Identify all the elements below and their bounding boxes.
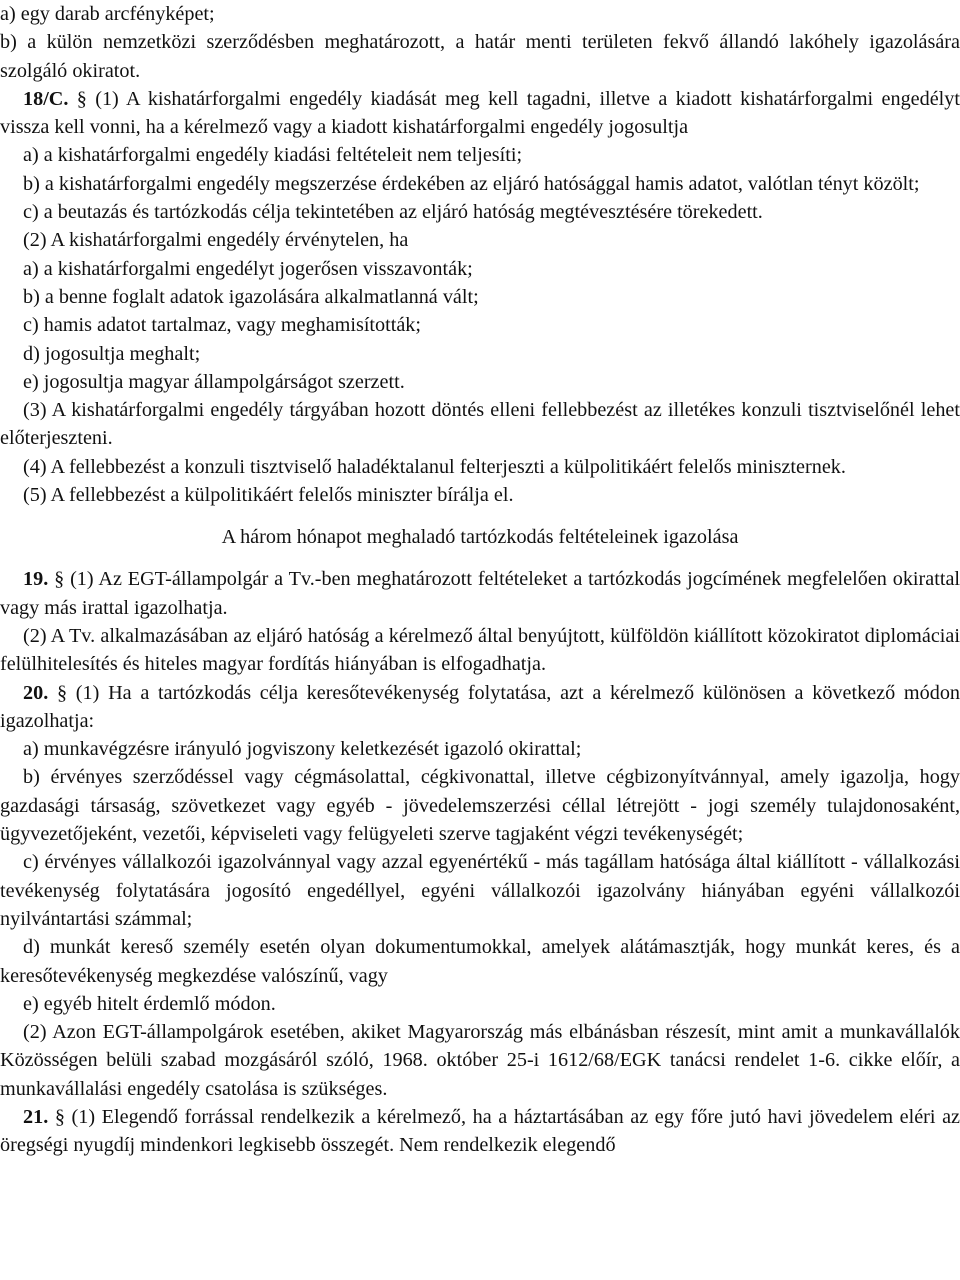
section-symbol: § xyxy=(56,681,68,704)
section-number: 21. xyxy=(23,1105,49,1128)
list-item-20c: c) érvényes vállalkozói igazolvánnyal vagy azzal egyenértékű - más tagállam hatósága által kiállított - vállalkozási tevékenység folytatására jogosító engedéllyel, egyéni vállalkozói igazolvány hiányában egyéni vállalkozói nyilvántartási számmal; xyxy=(0,851,960,930)
section-18c-para-4: (4) A fellebbezést a konzuli tisztviselő haladéktalanul felterjeszti a külpolitikáért felelős miniszternek. xyxy=(23,455,846,478)
section-symbol: § xyxy=(54,568,65,591)
section-19-para-1 xyxy=(0,565,960,622)
list-item-1a: a) a kishatárforgalmi engedély kiadási feltételeit nem teljesíti; xyxy=(23,144,523,167)
section-text: (1) Ha a tartózkodás célja keresőtevékenység folytatása, azt a kérelmező különösen a következő módon igazolhatja: xyxy=(0,681,960,732)
section-19-para-2: (2) A Tv. alkalmazásában az eljáró hatóság a kérelmező által benyújtott, külföldön kiállított közokiratot diplomáciai felülhitelesítés és hiteles magyar fordítás hiányában is elfogadhatja. xyxy=(0,624,960,676)
list-item-1b: b) a kishatárforgalmi engedély megszerzése érdekében az eljáró hatósággal hamis adatot, valótlan tényt közölt; xyxy=(23,172,920,195)
section-text: (1) Elegendő forrással rendelkezik a kérelmező, ha a háztartásában az egy főre jutó havi jövedelem eléri az öregségi nyugdíj mindenkori legkisebb összegét. Nem rendelkezik elegendő xyxy=(0,1105,960,1157)
list-item-2d: d) jogosultja meghalt; xyxy=(23,342,201,365)
list-item-2c: c) hamis adatot tartalmaz, vagy meghamisították; xyxy=(23,314,422,337)
section-18c-para-1 xyxy=(0,85,960,142)
list-item-20e: e) egyéb hitelt érdemlő módon. xyxy=(23,992,276,1015)
section-symbol: § xyxy=(76,87,87,110)
section-number: 19. xyxy=(23,568,49,591)
section-20-para-2: (2) Azon EGT-állampolgárok esetében, akiket Magyarország más elbánásban részesít, mint amit a munkavállalók Közösségen belüli szabad mozgásáról szóló, 1968. október 25-i 1612/68/EGK tanácsi rendelet 1-6. cikke előír, a munkavállalási engedély csatolása is szükséges. xyxy=(0,1021,960,1100)
section-number: 18/C. xyxy=(23,87,69,110)
section-18c-para-2: (2) A kishatárforgalmi engedély érvénytelen, ha xyxy=(23,229,409,252)
section-text: (1) Az EGT-állampolgár a Tv.-ben meghatározott feltételeket a tartózkodás jogcímének megfelelően okirattal vagy más irattal igazolhatja. xyxy=(0,568,960,619)
list-item-20a: a) munkavégzésre irányuló jogviszony keletkezését igazoló okirattal; xyxy=(23,738,582,761)
list-item-20b: b) érvényes szerződéssel vagy cégmásolattal, cégkivonattal, illetve cégbizonyítvánnyal, amely igazolja, hogy gazdasági társaság, szövetkezet vagy egyéb - jövedelemszerzési céllal létrejött - jogi személy tulajdonosaként, ügyvezetőjeként, vezetői, képviseleti vagy felügyeleti szerve tagjaként végzi tevékenységét; xyxy=(0,766,960,846)
paragraph-a-photo: a) egy darab arcfényképet; xyxy=(0,3,215,25)
list-item-1c: c) a beutazás és tartózkodás célja tekintetében az eljáró hatóság megtévesztésére törekedett. xyxy=(23,201,763,224)
list-item-2e: e) jogosultja magyar állampolgárságot szerzett. xyxy=(23,370,405,393)
list-item-2b: b) a benne foglalt adatok igazolására alkalmatlanná vált; xyxy=(23,285,479,308)
section-20-para-1 xyxy=(0,679,960,736)
list-item-20d: d) munkát kereső személy esetén olyan dokumentumokkal, amelyek alátámasztják, hogy munkát keres, és a keresőtevékenység megkezdése valószínű, vagy xyxy=(0,936,960,987)
section-18c-para-5: (5) A fellebbezést a külpolitikáért felelős miniszter bírálja el. xyxy=(23,484,514,507)
section-text: (1) A kishatárforgalmi engedély kiadását meg kell tagadni, illetve a kiadott kishatárforgalmi engedélyt vissza kell vonni, ha a kérelmező vagy a kiadott kishatárforgalmi engedély jogosultja xyxy=(0,87,960,139)
section-heading: A három hónapot meghaladó tartózkodás feltételeinek igazolása xyxy=(221,526,739,549)
section-symbol: § xyxy=(54,1105,65,1128)
section-21-para-1 xyxy=(0,1103,960,1160)
section-number: 20. xyxy=(23,681,49,704)
paragraph-b-document: b) a külön nemzetközi szerződésben meghatározott, a határ menti területen fekvő állandó lakóhely igazolására szolgáló okiratot. xyxy=(0,31,960,82)
section-18c-para-3: (3) A kishatárforgalmi engedély tárgyában hozott döntés elleni fellebbezést az illetékes konzuli tisztviselőnél lehet előterjeszteni. xyxy=(0,399,960,450)
list-item-2a: a) a kishatárforgalmi engedélyt jogerősen visszavonták; xyxy=(23,257,473,280)
